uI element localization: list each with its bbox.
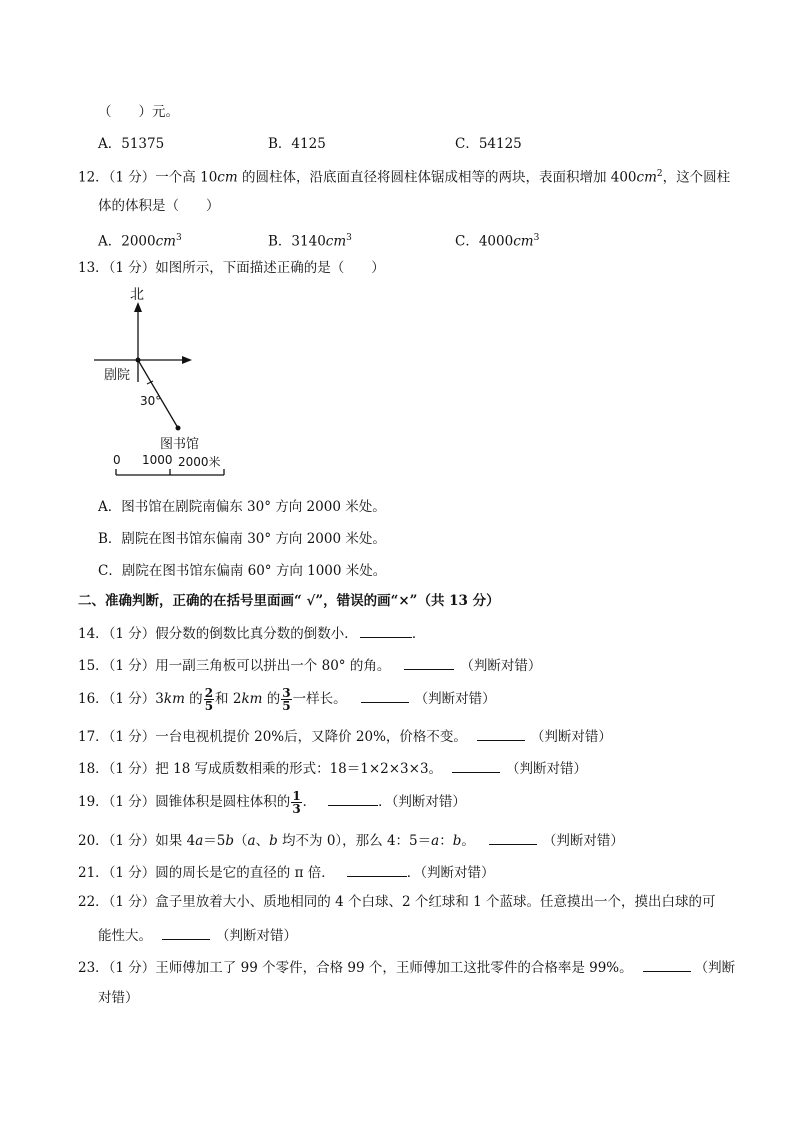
q13-option-c[interactable]: C．剧院在图书馆东偏南 60° 方向 1000 米处。: [98, 563, 387, 579]
q18-answer-blank[interactable]: [452, 758, 500, 773]
q22-line1: 22．（1 分）盒子里放着大小、质地相同的 4 个白球、2 个红球和 1 个蓝球。任意摸出一个，摸出白球的可: [78, 894, 716, 910]
q19: 19．（1 分）圆锥体积是圆柱体积的 $\frac{1}{3}$ ． ．（判断对错）: [78, 789, 466, 816]
library-point: [176, 426, 181, 431]
q11-option-a[interactable]: A．51375: [98, 136, 165, 152]
fraction-2-5: $\frac{2}{5}$: [204, 686, 214, 713]
q12-option-a[interactable]: A．$2000cm^3$: [98, 233, 182, 250]
q15-answer-blank[interactable]: [404, 655, 454, 670]
fraction-1-3: $\frac{1}{3}$: [292, 789, 301, 816]
scale-label-2000: 2000米: [178, 455, 221, 469]
q22-line2: 能性大。 （判断对错）: [98, 925, 297, 945]
q20: 20．（1 分）如果 4a＝5b（a、b 均不为 0），那么 4：5＝a：b。 （判断对错）: [78, 830, 624, 850]
east-arrowhead: [182, 356, 192, 364]
q21: 21．（1 分）圆的周长是它的直径的 π 倍． ．（判断对错）: [78, 862, 495, 882]
q11-tail: （ ）元。: [98, 104, 179, 120]
q17: 17．（1 分）一台电视机提价 20%后，又降价 20%，价格不变。 （判断对错）: [78, 726, 612, 746]
q23-line2: 对错）: [98, 990, 139, 1006]
q21-answer-blank[interactable]: [347, 862, 407, 877]
library-label: 图书馆: [160, 437, 200, 452]
q12-stem-line2: 体的体积是（ ）: [98, 198, 220, 214]
q23-answer-blank[interactable]: [643, 957, 691, 972]
q17-answer-blank[interactable]: [477, 726, 525, 741]
q14-answer-blank[interactable]: [360, 623, 412, 638]
q14: 14．（1 分）假分数的倒数比真分数的倒数小． ．: [78, 623, 425, 643]
q13-stem: 13．（1 分）如图所示，下面描述正确的是（ ）: [78, 260, 385, 276]
theater-label: 剧院: [104, 368, 131, 383]
q11-option-b[interactable]: B．4125: [268, 136, 326, 152]
north-label: 北: [130, 287, 144, 303]
q18: 18．（1 分）把 18 写成质数相乘的形式：18＝1×2×3×3。 （判断对错）: [78, 758, 587, 778]
scale-label-0: 0: [113, 453, 121, 467]
q12-option-c[interactable]: C．$4000cm^3$: [455, 233, 540, 250]
section2-heading: 二、准确判断，正确的在括号里面画“ √”，错误的画“×”（共 13 分）: [78, 593, 500, 609]
q19-answer-blank[interactable]: [328, 791, 378, 806]
q12-stem-line1: 12．（1 分）一个高 10cm 的圆柱体，沿底面直径将圆柱体锯成相等的两块，表面积增加 $400cm^2$，这个圆柱: [78, 169, 731, 186]
direction-diagram: [90, 282, 250, 482]
angle-label: 30°: [140, 394, 162, 408]
q23-line1: 23．（1 分）王师傅加工了 99 个零件，合格 99 个，王师傅加工这批零件的合格率是 99%。 （判断: [78, 957, 735, 977]
q20-answer-blank[interactable]: [489, 830, 537, 845]
scale-label-1000: 1000: [142, 453, 173, 467]
q22-answer-blank[interactable]: [162, 925, 210, 940]
q16-answer-blank[interactable]: [361, 688, 409, 703]
q11-option-c[interactable]: C．54125: [455, 136, 522, 152]
q15: 15．（1 分）用一副三角板可以拼出一个 80° 的角。 （判断对错）: [78, 655, 541, 675]
fraction-3-5: $\frac{3}{5}$: [282, 686, 291, 713]
q12-option-b[interactable]: B．$3140cm^3$: [268, 233, 352, 250]
q13-option-a[interactable]: A．图书馆在剧院南偏东 30° 方向 2000 米处。: [98, 499, 386, 515]
q13-option-b[interactable]: B．剧院在图书馆东偏南 30° 方向 2000 米处。: [98, 531, 386, 547]
q16: 16．（1 分）3km 的 $\frac{2}{5}$ 和 2km 的 $\frac{3}{5}$ 一样长。 （判断对错）: [78, 686, 496, 713]
